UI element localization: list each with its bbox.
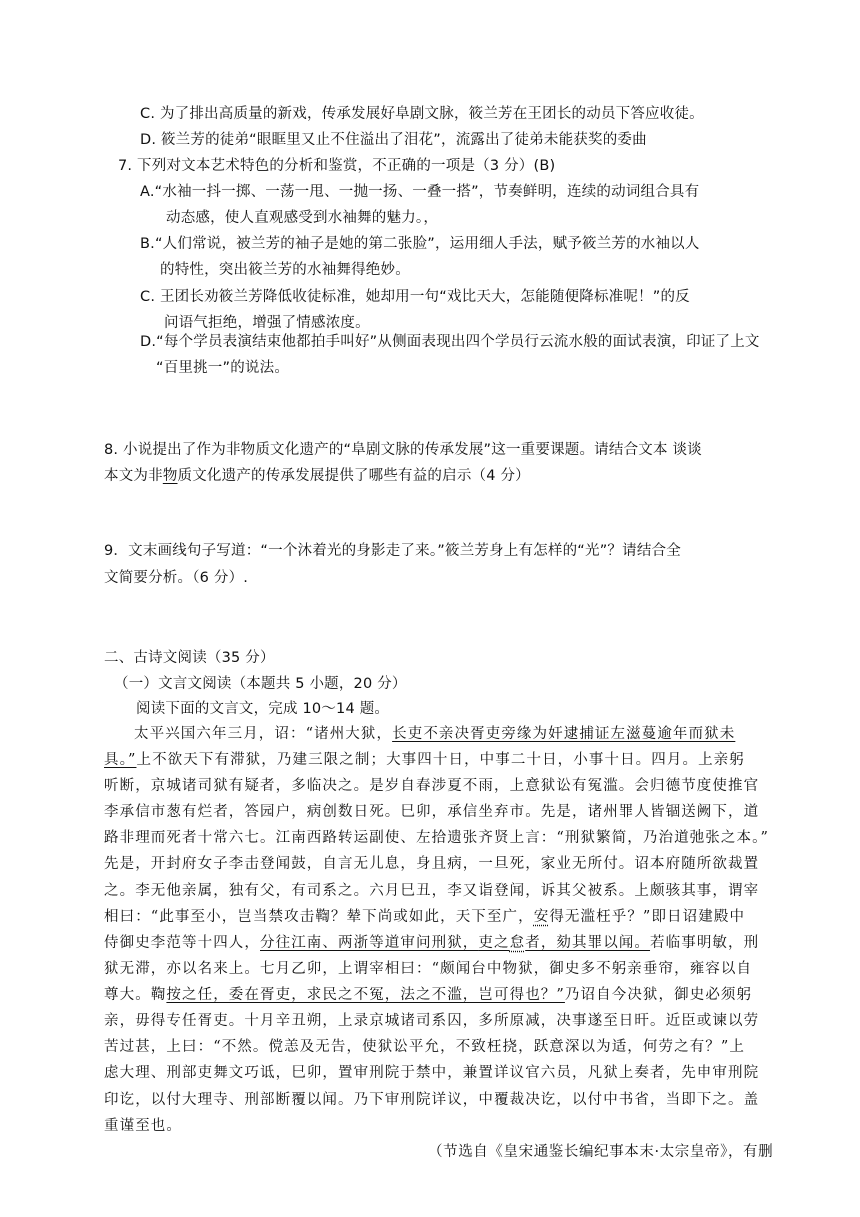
- passage-line: 亲，毋得专任胥吏。十月辛丑朔，上录京城诸司系囚，多所原减，决事遂至日旰。近臣或谏以劳: [104, 1013, 760, 1029]
- q7-option-c: C. 王团长劝筱兰芳降低收徒标准，她却用一句“戏比天大，怎能随便降标准呢！”的反: [140, 289, 690, 305]
- passage-instruction: 阅读下面的文言文，完成 10～14 题。: [136, 701, 390, 717]
- underlined-sentence-2: 分往江南、两浙等道审问刑狱，: [260, 935, 479, 951]
- q9-line-2: 文简要分析。（6 分）.: [104, 570, 249, 586]
- passage-line: 重谨至也。: [104, 1118, 182, 1134]
- q7-option-b-cont: 的特性，突出筱兰芳的水袖舞得绝妙。: [160, 262, 410, 278]
- q7-option-b: B.“人们常说，被兰芳的袖子是她的第二张脸”，运用细人手法，赋予筱兰芳的水袖以人: [140, 236, 700, 252]
- passage-line: [104, 750, 745, 770]
- underlined-sentence-2: 者，劾其罪以闻。: [525, 935, 651, 951]
- passage-line: 先是，开封府女子李击登闻鼓，自言无儿息，身且病，一旦死，家业无所付。诏本府随所欲裁置: [104, 856, 760, 872]
- passage-line: 狱无滞，亦以名来上。七月乙卯，上谓宰相曰：“颇闻台中物狱，御史多不躬亲垂帘，雍容以自: [104, 961, 753, 977]
- section-title: 二、古诗文阅读（35 分）: [104, 650, 275, 666]
- underlined-sentence-2: 吏之: [478, 935, 510, 951]
- passage-line: 李承信市葱有烂者，答园户，病创数日死。巳卯，承信坐弃市。先是，诸州罪人皆锢送阙下，道: [104, 804, 760, 820]
- passage-line: 苦过甚，上曰：“不然。傥恙及无告，使狱讼平允，不致枉挠，跃意深以为适，何劳之有？”上: [104, 1039, 746, 1055]
- underlined-sentence-1-end: 具。”: [104, 752, 137, 768]
- underlined-sentence-3: 按之任，委在胥吏，求民之不冤，法之不滥，岂可得也？”: [166, 987, 565, 1003]
- passage-line: 印讫，以付大理寺、刑部断覆以闻。乃下审刑院详议，中覆裁决讫，以付中书省，当即下之。盖: [104, 1092, 760, 1108]
- passage-line: [134, 724, 735, 744]
- passage-text: 侍御史李范等十四人，: [104, 935, 260, 951]
- q8-text-rest: 质文化遗产的传承发展提供了哪些有益的启示（4 分）: [177, 468, 530, 484]
- q6-option-d: D. 筱兰芳的徒弟“眼眶里又止不住溢出了泪花”，流露出了徒弟未能获奖的委曲: [140, 132, 647, 148]
- q8-line-1: 8. 小说提出了作为非物质文化遗产的“阜剧文脉的传承发展”这一重要课题。请结合文本 谈谈: [104, 442, 702, 458]
- passage-line: 虑大理、刑部吏舞文巧诋，巳卯，置审刑院于禁中，兼置详议官六员，凡狱上奏者，先申审刑院: [104, 1065, 760, 1081]
- q7-option-c-cont: 问语气拒绝，增强了情感浓度。: [164, 315, 370, 331]
- underlined-sentence-1: 长吏不亲决胥吏旁缘为奸逮捕证左滋蔓逾年而狱未: [392, 726, 736, 742]
- passage-line: 之。李无他亲属，独有父，有司系之。六月巳丑，李又诣登闻，诉其父被系。上颇骇其事，谓宰: [104, 883, 760, 899]
- passage-line: [104, 985, 752, 1005]
- passage-text: 相曰：“此事至小，岂当禁攻击鞫？辇下尚或如此，天下至广，: [104, 909, 534, 925]
- passage-line: 路非理而死者十常六七。江南西路转运副使、左拾遗张齐贤上言：“刑狱繁简，乃治道弛张之本。”: [104, 830, 769, 846]
- q9-line-1: 9．文末画线句子写道：“一个沐着光的身影走了来。”筱兰芳身上有怎样的“光”？请结合全: [104, 543, 681, 559]
- passage-source: （节选自《皇宋通鉴长编纪事本末·太宗皇帝》，有删: [428, 1144, 774, 1160]
- q8-text: 本文为非: [104, 468, 163, 484]
- passage-line: [104, 907, 745, 927]
- q8-underlined-char: 物: [162, 468, 178, 484]
- passage-text: 若临事明敏，刑: [650, 935, 760, 951]
- q7-option-a: A.“水袖一抖一掷、一荡一甩、一抛一扬、一叠一搭”，节奏鲜明，连续的动词组合具有: [140, 184, 700, 200]
- q7-option-a-cont: 动态感，使人直观感受到水袖舞的魅力。，: [166, 210, 439, 226]
- passage-line: [104, 933, 759, 953]
- passage-text: 太平兴国六年三月，诏：“诸州大狱，: [134, 726, 393, 742]
- dotted-char: 怠: [509, 935, 526, 951]
- q7-option-d: D.“每个学员表演结束他都拍手叫好”从侧面表现出四个学员行云流水般的面试表演，印证了上文: [140, 334, 760, 350]
- passage-text: 尊大。鞫: [104, 987, 167, 1003]
- q7-stem: 7. 下列对文本艺术特色的分析和鉴赏，不正确的一项是（3 分）(B): [118, 158, 556, 174]
- q6-option-c: C. 为了排出高质量的新戏，传承发展好阜剧文脉，筱兰芳在王团长的动员下答应收徒。: [140, 106, 704, 122]
- q7-option-d-cont: “百里挑一”的说法。: [156, 360, 290, 376]
- q8-line-2: [104, 466, 530, 486]
- passage-text: 得无滥枉乎？”即日诏建殿中: [549, 909, 746, 925]
- subsection-title: （一）文言文阅读（本题共 5 小题，20 分）: [114, 676, 407, 692]
- passage-text: 乃诏自今决狱，御史必须躬: [564, 987, 753, 1003]
- passage-line: 听断，京城诸司狱有疑者，多临决之。是岁自春涉夏不雨，上意狱讼有冤滥。会归德节度使推官: [104, 778, 760, 794]
- passage-text: 上不欲天下有滞狱，乃建三限之制；大事四十日，中事二十日，小事十日。四月。上亲躬: [136, 752, 745, 768]
- dotted-char: 安: [533, 909, 550, 925]
